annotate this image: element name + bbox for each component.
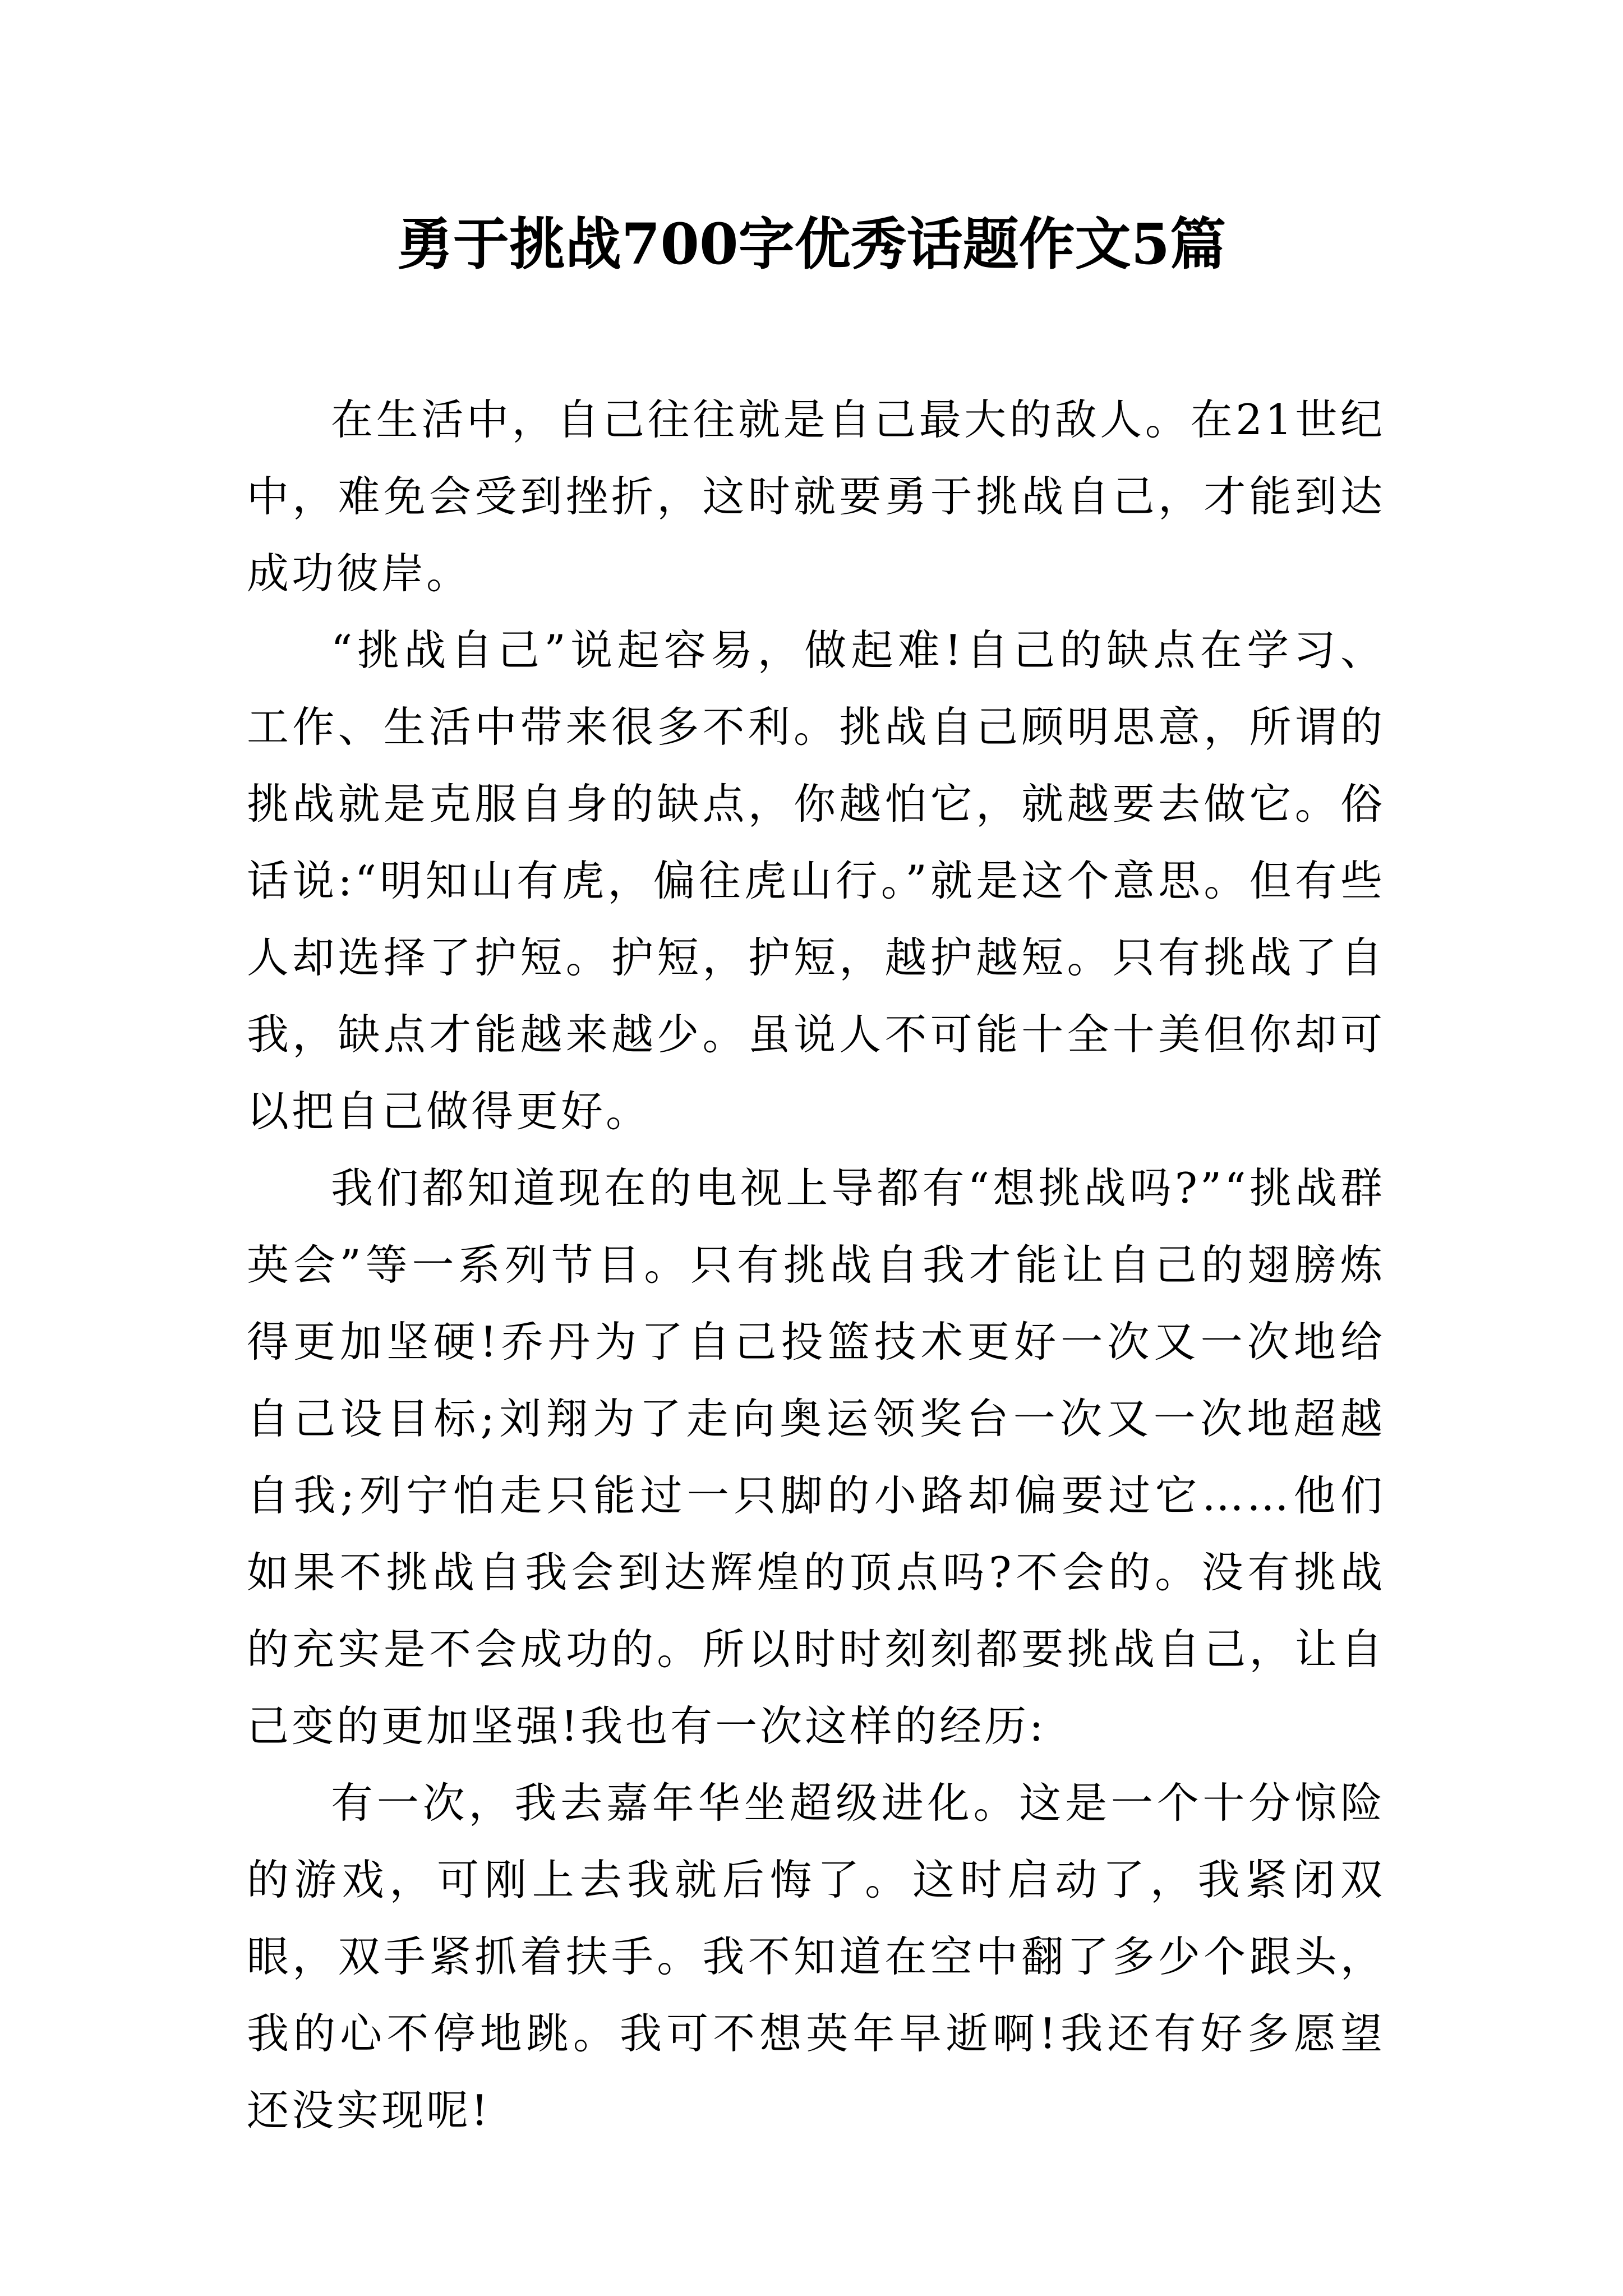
paragraph: 有一次，我去嘉年华坐超级进化。这是一个十分惊险的游戏，可刚上去我就后悔了。这时启动了，我紧闭双眼，双手紧抓着扶手。我不知道在空中翻了多少个跟头，我的心不停地跳。我可不想英年早逝啊!我还有好多愿望还没实现呢! (247, 1778, 1385, 2135)
document-title: 勇于挑战700字优秀话题作文5篇 (396, 211, 1227, 277)
paragraph: 在生活中，自己往往就是自己最大的敌人。在21世纪中，难免会受到挫折，这时就要勇于挑战自己，才能到达成功彼岸。 (247, 395, 1385, 598)
paragraph: “挑战自己”说起容易，做起难!自己的缺点在学习、工作、生活中带来很多不利。挑战自己顾明思意，所谓的挑战就是克服自身的缺点，你越怕它，就越要去做它。俗话说:“明知山有虎，偏往虎山行。”就是这个意思。但有些人却选择了护短。护短，护短，越护越短。只有挑战了自我，缺点才能越来越少。虽说人不可能十全十美但你却可以把自己做得更好。 (247, 625, 1385, 1136)
document-body (247, 381, 1385, 2149)
paragraph: 我们都知道现在的电视上导都有“想挑战吗?”“挑战群英会”等一系列节目。只有挑战自我才能让自己的翅膀炼得更加坚硬!乔丹为了自己投篮技术更好一次又一次地给自己设目标;刘翔为了走向奥运领奖台一次又一次地超越自我;列宁怕走只能过一只脚的小路却偏要过它……他们如果不挑战自我会到达辉煌的顶点吗?不会的。没有挑战的充实是不会成功的。所以时时刻刻都要挑战自己，让自己变的更加坚强!我也有一次这样的经历: (247, 1163, 1385, 1751)
